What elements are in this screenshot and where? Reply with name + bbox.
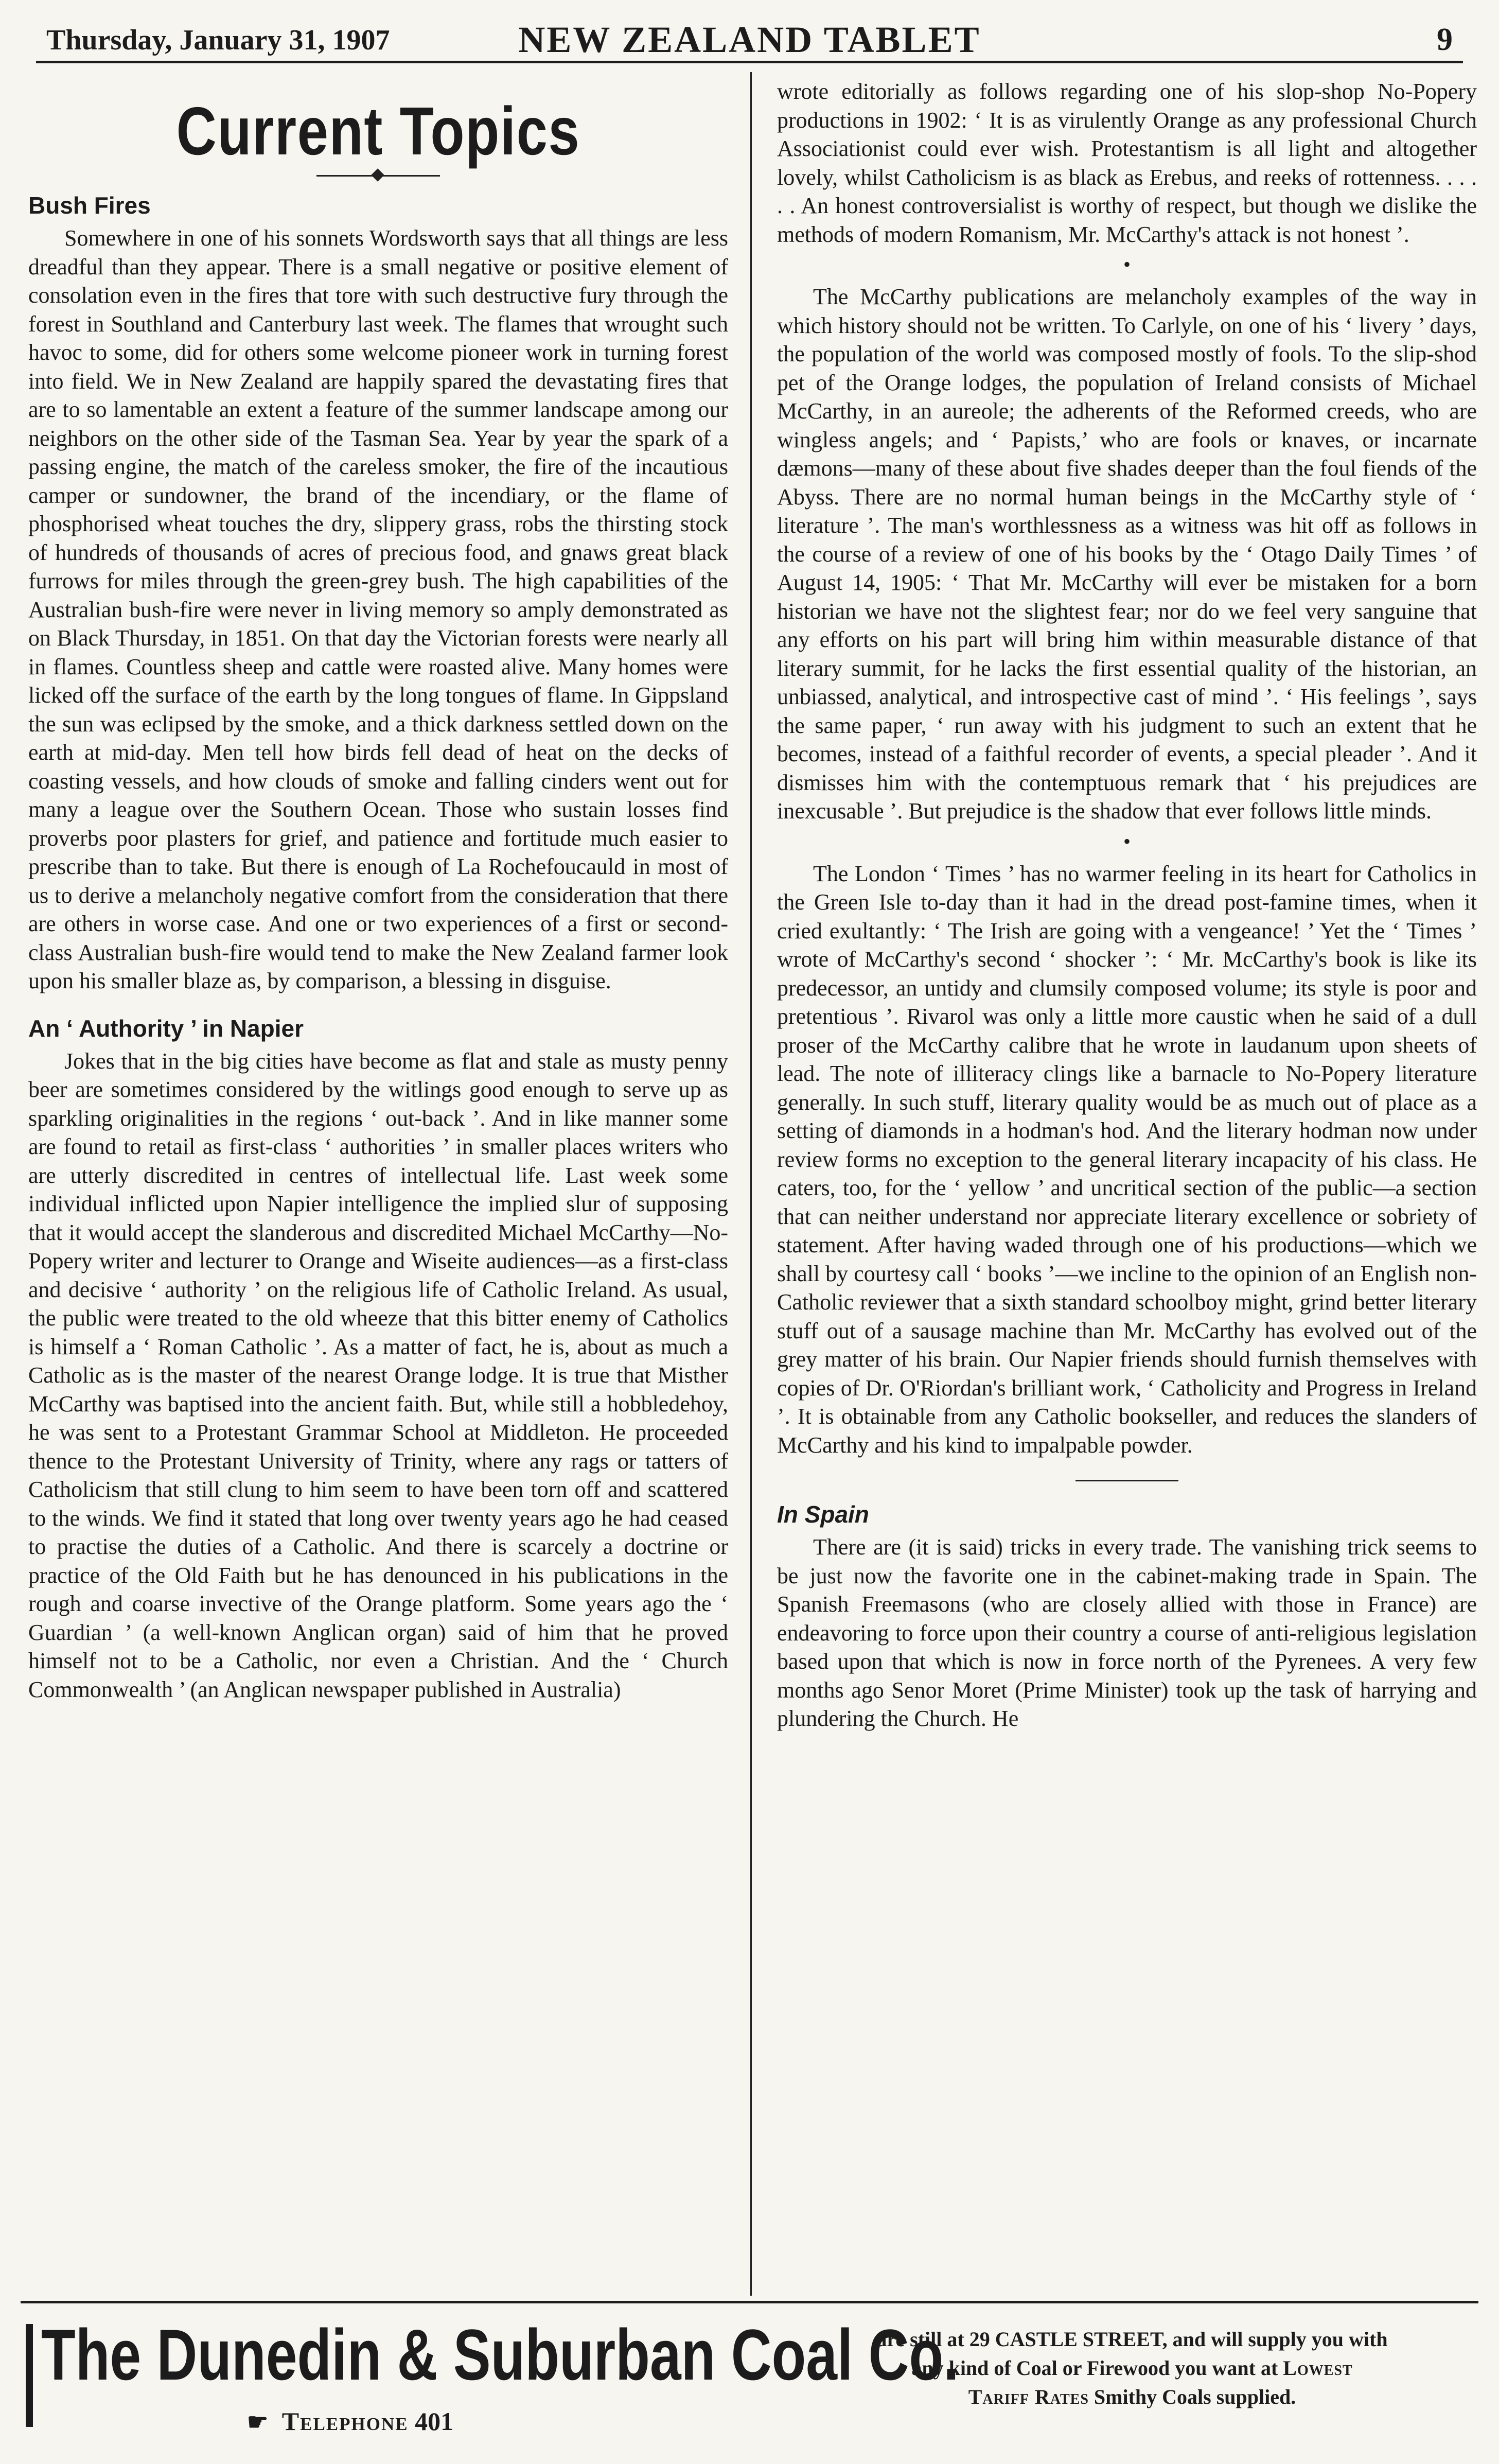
telephone-number: 401 (415, 2407, 454, 2436)
ad-bar (26, 2324, 33, 2427)
separator-dot: • (1123, 253, 1131, 276)
ad-company-name: The Dunedin & Suburban Coal Co. (41, 2314, 959, 2395)
ad-details (798, 2325, 1467, 2411)
telephone-label: Telephone (281, 2407, 409, 2436)
spain-heading: In Spain (777, 1501, 869, 1528)
page-number: 9 (1437, 22, 1453, 57)
ad-line-3 (798, 2383, 1467, 2411)
times-paragraph: The London ‘ Times ’ has no warmer feeling in its heart for Catholics in the Green Isle to-day than it had in the dread post-famine times, when it cried exultantly: ‘ The Irish are going with a vengeance! ’ Yet the ‘ Times ’ wrote of McCarthy's second ‘ shocker ’: ‘ Mr. McCarthy's book is like its predecessor, an untidy and clumsily composed volume; its style is poor and pretentious ’. Rivarol was only a little more caustic when he said of a dull proser of the McCarthy calibre that he wrote in laudanum upon sheets of lead. The note of illiteracy clings like a barnacle to No-Popery literature generally. In such stuff, literary quality would be as much out of place as a setting of diamonds in a hodman's hod. And the literary hodman now under review forms no exception to the general literary incapacity of his class. He caters, too, for the ‘ yellow ’ and uncritical section of the public—a section that can neither understand nor appreciate literary excellence or sobriety of statement. After having waded through one of his productions—which we shall by courtesy call ‘ books ’—we incline to the opinion of an English non-Catholic reviewer that a sixth standard schoolboy might, grind better literary stuff out of a sausage machine than Mr. McCarthy has evolved out of the grey matter of his brain. Our Napier friends should furnish themselves with copies of Dr. O'Riordan's brilliant work, ‘ Catholicity and Progress in Ireland ’. It is obtainable from any Catholic bookseller, and reduces the slanders of McCarthy and his kind to impalpable powder. (777, 861, 1477, 1458)
continued-text: wrote editorially as follows regarding one of his slop-shop No-Popery productions in 1902: ‘ It is as virulently Orange as any professional Church Associationist could ever wish. Protestantism is all light and altogether lovely, whilst Catholicism is as black as Erebus, and reeks of rottenness. . . . . . An honest controversialist is worthy of respect, but though we dislike the methods of modern Romanism, Mr. McCarthy's attack is not honest ’. (777, 79, 1477, 247)
left-column (28, 77, 728, 1704)
section-title: Current Topics (176, 93, 580, 169)
mccarthy-paragraph: The McCarthy publications are melancholy examples of the way in which history should not be written. To Carlyle, on one of his ‘ livery ’ days, the population of the world was composed mostly of fools. To the slip-shod pet of the Orange lodges, the population of Ireland consists of Michael McCarthy, in an aureole; the adherents of the Reformed creeds, who are wingless angels; and ‘ Papists,’ who are fools or knaves, or incarnate dæmons—many of these about five shades deeper than the foul fiends of the Abyss. There are no normal human beings in the McCarthy style of ‘ literature ’. The man's worthlessness as a witness was hit off as follows in the course of a review of one of his books by the ‘ Otago Daily Times ’ of August 14, 1905: ‘ That Mr. McCarthy will ever be mistaken for a born historian we have not the slightest fear; nor do we feel very sanguine that any efforts on his part will bring him within measurable distance of that literary summit, for he lacks the first essential quality of the historian, an unbiassed, analytical, and introspective cast of mind ’. ‘ His feelings ’, says the same paper, ‘ run away with his judgment to such an extent that he becomes, instead of a faithful recorder of events, a special pleader ’. And it dismisses him with the contemptuous remark that ‘ his prejudices are inexcusable ’. But prejudice is the shadow that ever follows little minds. (777, 284, 1477, 824)
ad-line-3b: Smithy Coals supplied. (1094, 2385, 1296, 2408)
napier-heading: An ‘ Authority ’ in Napier (28, 1015, 304, 1042)
ad-line-2b: Lowest (1283, 2356, 1353, 2380)
separator-dot: • (1123, 829, 1131, 853)
masthead (36, 14, 1463, 63)
paper-title: NEW ZEALAND TABLET (518, 19, 981, 60)
bush-fires-heading: Bush Fires (28, 192, 151, 219)
pointing-hand-icon: ☛ (247, 2409, 269, 2435)
ad-line-2 (798, 2354, 1467, 2383)
title-ornament (316, 175, 440, 177)
spain-text: There are (it is said) tricks in every trade. The vanishing trick seems to be just now the favorite one in the cabinet-making trade in Spain. The Spanish Freemasons (who are closely allied with those in France) are endeavoring to force upon their country a course of anti-religious legislation based upon that which is now in force north of the Pyrenees. A very few months ago Senor Moret (Prime Minister) took up the task of harrying and plundering the Church. He (777, 1534, 1477, 1731)
bush-fires-text: Somewhere in one of his sonnets Wordsworth says that all things are less dreadful than they appear. There is a small negative or positive element of consolation even in the fires that tore with such destructive fury through the forest in Southland and Canterbury last week. The flames that wrought such havoc to some, did for others some welcome pioneer work in turning forest into field. We in New Zealand are happily spared the devastating fires that are to so lamentable an extent a feature of the summer landscape among our neighbors on the other side of the Tasman Sea. Year by year the spark of a passing engine, the match of the careless smoker, the fire of the incautious camper or sundowner, the brand of the incendiary, or the flame of phosphorised wheat touches the dry, slippery grass, robs the thirsting stock of hundreds of thousands of acres of precious food, and gnaws great black furrows for miles through the green-grey bush. The high capabilities of the Australian bush-fire were never in living memory so amply demonstrated as on Black Thursday, in 1851. On that day the Victorian forests were nearly all in flames. Countless sheep and cattle were roasted alive. Many homes were licked off the surface of the earth by the long tongues of flame. In Gippsland the sun was eclipsed by the smoke, and a thick darkness settled down on the earth at mid-day. Men tell how birds fell dead of heat on the decks of coasting vessels, and how clouds of smoke and falling cinders went out for many a league over the Southern Ocean. Those who sustain losses find proverbs poor plasters for grief, and patience and fortitude much easier to prescribe than to take. But there is enough of La Rochefoucauld in most of us to derive a melancholy negative comfort from the consideration that there are others in worse case. And one or two experiences of a first or second-class Australian bush-fire would tend to make the New Zealand farmer look upon his smaller blaze as, by comparison, a blessing in disguise. (28, 225, 728, 993)
ad-line-3a: Tariff Rates (968, 2385, 1089, 2408)
column-divider (750, 72, 752, 2296)
ad-telephone (247, 2406, 453, 2436)
section-rule (1075, 1480, 1178, 1481)
ad-line-1: are still at 29 CASTLE STREET, and will supply you with (876, 2328, 1388, 2351)
advertisement (21, 2301, 1478, 2453)
issue-date: Thursday, January 31, 1907 (46, 24, 390, 56)
ad-line-2a: any kind of Coal or Firewood you want at (911, 2356, 1278, 2380)
napier-text: Jokes that in the big cities have become as flat and stale as musty penny beer are sometimes considered by the witlings good enough to serve up as sparkling originalities in the regions ‘ out-back ’. And in like manner some are found to retail as first-class ‘ authorities ’ in smaller places writers who are utterly discredited in centres of intellectual life. Last week some individual inflicted upon Napier intelligence the implied slur of supposing that it would accept the slanderous and discredited Michael McCarthy—No-Popery writer and lecturer to Orange and Wiseite audiences—as a first-class and decisive ‘ authority ’ on the religious life of Catholic Ireland. As usual, the public were treated to the old wheeze that this bitter enemy of Catholics is himself a ‘ Roman Catholic ’. As a matter of fact, he is, about as much a Catholic as is the master of the nearest Orange lodge. It is true that Misther McCarthy was baptised into the ancient faith. But, while still a hobbledehoy, he was sent to a Protestant Grammar School at Middleton. He proceeded thence to the Protestant University of Trinity, where any rags or tatters of Catholicism that still clung to him seem to have been torn off and scattered to the winds. We find it stated that long over twenty years ago he had ceased to practise the duties of a Catholic. And there is scarcely a doctrine or practice of the Old Faith but he has denounced in his publications in the rough and coarse invective of the Orange platform. Some years ago the ‘ Guardian ’ (a well-known Anglican organ) said of him that he proved himself not to be a Catholic, nor even a Christian. And the ‘ Church Commonwealth ’ (an Anglican newspaper published in Australia) (28, 1048, 728, 1702)
right-column (777, 77, 1477, 1733)
